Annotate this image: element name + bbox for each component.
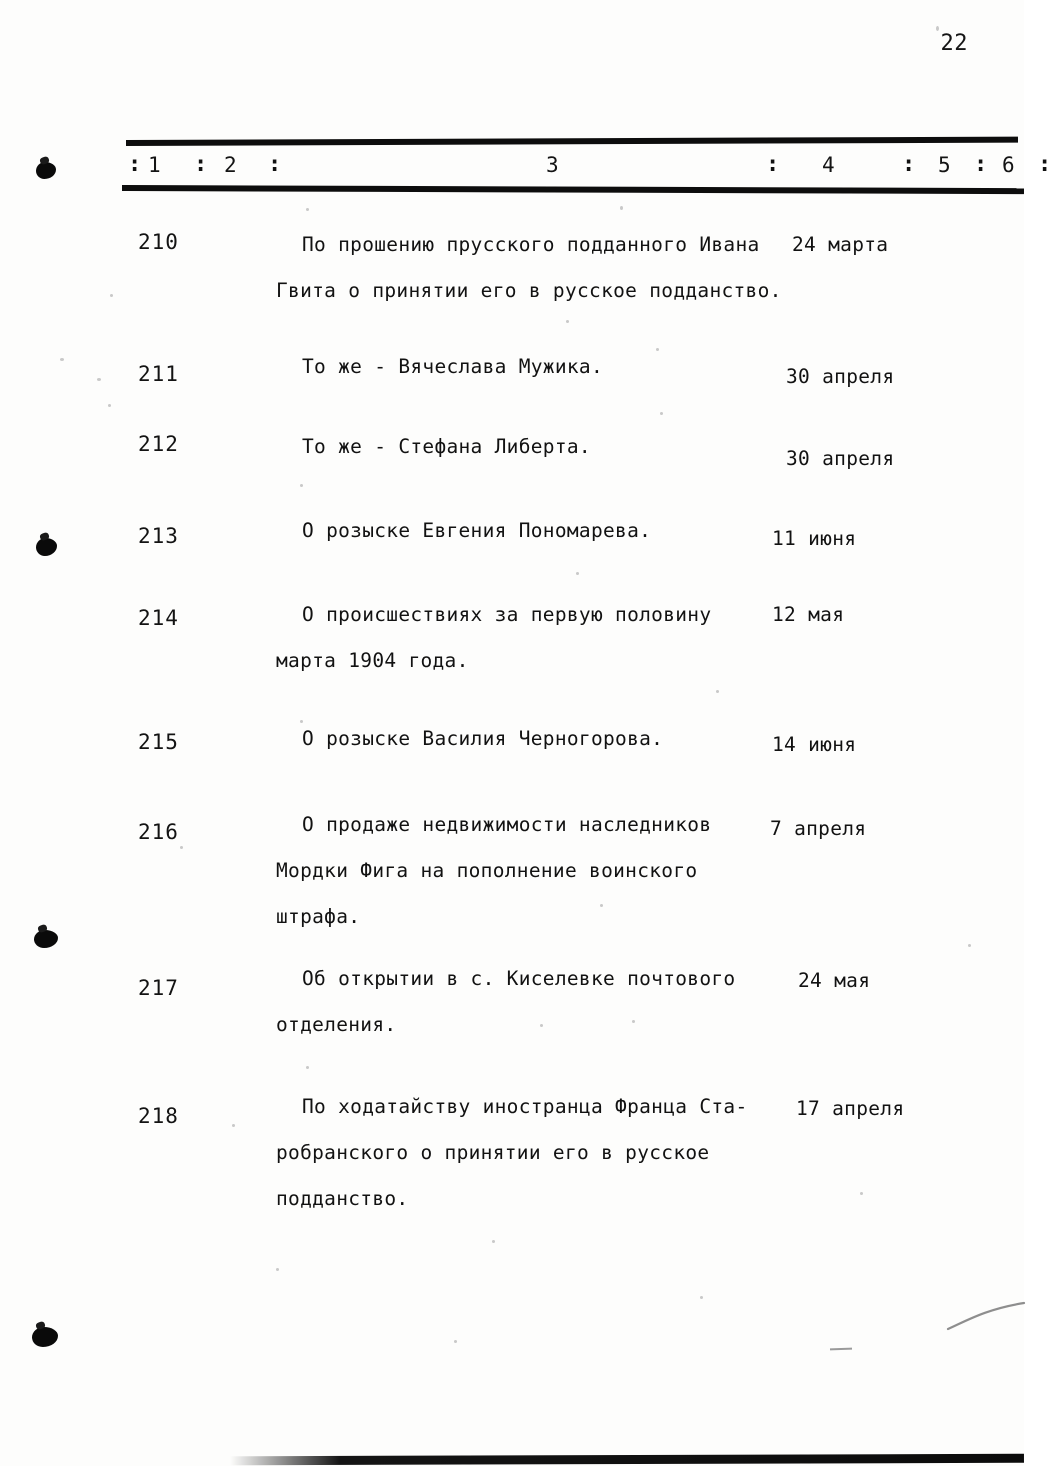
header-rule-top [126,137,1018,146]
scan-speck [180,846,183,849]
page-folio-number: 22 [940,31,968,56]
margin-blot-4 [32,1327,58,1347]
entry-date: 17 апреля [796,1097,905,1120]
entry-date: 7 апреля [770,817,867,840]
scan-edge-shadow [0,1454,1024,1466]
column-separator-4: : [902,152,916,177]
scan-speck [108,404,111,407]
scan-speck [968,944,971,947]
entry-date: 30 апреля [786,365,895,388]
column-separator-2: : [268,152,282,177]
pencil-dash-mark [830,1348,852,1351]
scan-speck [576,572,579,575]
scan-speck [306,1066,309,1069]
entry-number: 212 [138,432,179,456]
entry-line: Мордки Фига на пополнение воинского [276,859,698,882]
margin-blot-3 [34,930,58,948]
header-rule-bottom [122,185,1024,194]
entry-number: 211 [138,362,179,386]
scan-speck [97,378,101,381]
entry-line: О розыске Евгения Пономарева. [302,519,652,542]
column-number-6: 6 [1002,153,1015,177]
entry-line: О происшествиях за первую половину [302,603,712,626]
column-separator-1: : [194,152,208,177]
entry-date: 24 марта [792,233,889,256]
entry-line: По прошению прусского подданного Ивана [302,233,760,256]
scan-speck [276,1268,279,1271]
entry-line: О розыске Василия Черногорова. [302,727,664,750]
scan-speck [492,1240,495,1243]
scan-speck [454,1340,457,1343]
column-separator-5: : [974,152,988,177]
column-number-row [126,149,1051,181]
column-number-1: 1 [148,153,161,177]
scan-speck [660,412,663,415]
scan-speck [110,294,113,297]
margin-blot-1 [36,162,56,179]
column-separator-3: : [766,152,780,177]
scan-speck [300,484,303,487]
entry-line: О продаже недвижимости наследников [302,813,712,836]
column-number-header [126,140,1051,190]
entry-line: марта 1904 года. [276,649,469,672]
scan-speck [936,26,939,31]
column-number-2: 2 [224,153,237,177]
entry-line: По ходатайству иностранца Франца Ста- [302,1095,748,1118]
scan-speck [700,1296,703,1299]
entry-line: отделения. [276,1013,397,1036]
entry-number: 214 [138,606,179,630]
entry-number: 217 [138,976,179,1000]
column-number-4: 4 [822,153,835,177]
column-separator-6: : [1038,152,1051,177]
entry-number: 215 [138,730,179,754]
entry-number: 213 [138,524,179,548]
entry-line: штрафа. [276,905,361,928]
scan-speck [306,208,309,211]
scan-speck [620,206,623,210]
pencil-arc-mark [938,1295,1024,1335]
column-number-3: 3 [546,153,559,177]
scan-speck [60,358,64,361]
entry-date: 14 июня [772,733,857,756]
scan-speck [232,1124,235,1127]
entry-number: 216 [138,820,179,844]
entry-date: 24 мая [798,969,871,992]
margin-blot-2 [36,538,57,556]
entry-line: То же - Стефана Либерта. [302,435,591,458]
entry-date: 30 апреля [786,447,895,470]
entry-line: Гвита о принятии его в русское подданство. [276,279,782,302]
entry-number: 210 [138,230,179,254]
scan-speck [566,320,569,323]
entry-line: робранского о принятии его в русское [276,1141,710,1164]
entry-date: 12 мая [772,603,845,626]
entry-line: подданство. [276,1187,409,1210]
entry-date: 11 июня [772,527,857,550]
entry-number: 218 [138,1104,179,1128]
entry-line: То же - Вячеслава Мужика. [302,355,603,378]
entry-line: Об открытии в с. Киселевке почтового [302,967,736,990]
column-number-5: 5 [938,153,951,177]
column-separator-0: : [128,152,142,177]
scan-speck [716,690,719,693]
